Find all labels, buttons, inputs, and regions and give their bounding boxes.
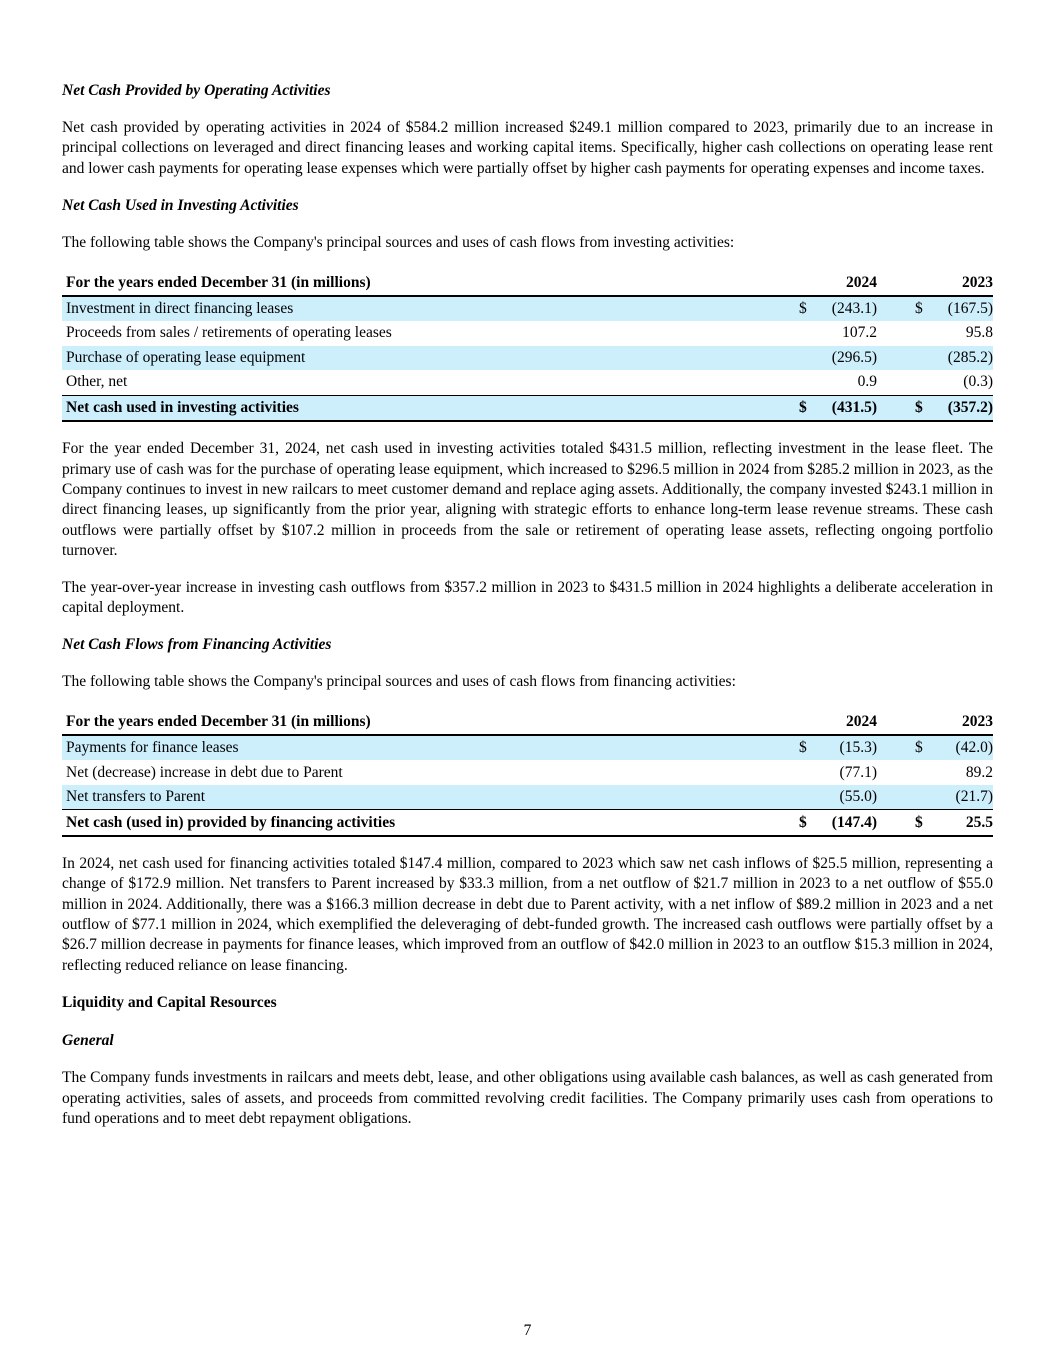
row-label: Net transfers to Parent: [62, 785, 795, 810]
table-row: [62, 370, 993, 395]
currency-2024: [795, 321, 813, 346]
header-2023: 2023: [911, 271, 993, 296]
investing-intro: The following table shows the Company's principal sources and uses of cash flows from investing activities:: [62, 234, 735, 252]
table-header-row: [62, 271, 993, 296]
table-row: [62, 321, 993, 346]
currency-2023: [911, 760, 929, 785]
currency-2024: $: [795, 735, 813, 761]
header-2023: 2023: [911, 710, 993, 735]
header-2024: 2024: [795, 271, 877, 296]
financing-table: [62, 710, 993, 837]
currency-2024: $: [795, 395, 813, 421]
total-2024: (431.5): [813, 395, 877, 421]
value-2024: (296.5): [813, 346, 877, 371]
general-subheading: General: [62, 1032, 114, 1050]
investing-paragraph-1: For the year ended December 31, 2024, net cash used in investing activities totaled $431.5 million, reflecting investment in the lease fleet. The primary use of cash was for the purchase of operating lease equipment, which increased to $296.5 million in 2024 from $285.2 million in 2023, as the Company continues to invest in new railcars to meet customer demand and replace aging assets. Additionally, the company invested $243.1 million in direct financing leases, up significantly from the prior year, aligning with strategic efforts to enhance long-term lease revenue streams. These cash outflows were partially offset by $107.2 million in proceeds from the sale or retirement of operating lease assets, reflecting ongoing portfolio turnover.: [62, 440, 993, 560]
document-page: [62, 80, 993, 1129]
value-2023: (167.5): [929, 296, 993, 322]
value-2023: 89.2: [965, 763, 993, 781]
currency-2024: $: [795, 810, 813, 836]
table-total-row: [62, 395, 993, 421]
total-label: Net cash used in investing activities: [62, 395, 795, 421]
currency-2023: $: [911, 395, 929, 421]
investing-table: [62, 271, 993, 423]
currency-2023: [911, 785, 929, 810]
liquidity-paragraph: The Company funds investments in railcars and meets debt, lease, and other obligations using available cash balances, as well as cash generated from operating activities, sales of assets, and proceeds from committed revolving credit facilities. The Company primarily uses cash from operations to fund operations and to meet debt repayment obligations.: [62, 1069, 993, 1128]
row-label: Purchase of operating lease equipment: [62, 346, 795, 371]
total-2023: (357.2): [929, 395, 993, 421]
table-header-row: [62, 710, 993, 735]
value-2023: (0.3): [963, 373, 993, 391]
table-row: [62, 346, 993, 371]
total-2023: 25.5: [929, 810, 993, 836]
currency-2023: [911, 370, 929, 395]
row-label: Proceeds from sales / retirements of operating leases: [66, 324, 392, 342]
operating-paragraph: Net cash provided by operating activities in 2024 of $584.2 million increased $249.1 million compared to 2023, primarily due to an increase in principal collections on leveraged and direct financing leases and working capital items. Specifically, higher cash collections on operating lease rent and lower cash payments for operating lease expenses which were partially offset by higher cash payments for operating expenses and income taxes.: [62, 119, 993, 177]
table-row: [62, 735, 993, 761]
currency-2024: [795, 760, 813, 785]
value-2024: (77.1): [839, 763, 877, 781]
table-row: [62, 760, 993, 785]
header-2024: 2024: [795, 710, 877, 735]
row-label: Payments for finance leases: [62, 735, 795, 761]
investing-paragraph-2: The year-over-year increase in investing cash outflows from $357.2 million in 2023 to $431.5 million in 2024 highlights a deliberate acceleration in capital deployment.: [62, 578, 993, 616]
value-2023: (21.7): [929, 785, 993, 810]
currency-2023: [911, 346, 929, 371]
table-row: [62, 785, 993, 810]
value-2023: (285.2): [929, 346, 993, 371]
currency-2024: [795, 346, 813, 371]
page-number: 7: [523, 1322, 532, 1339]
value-2023: 95.8: [965, 324, 993, 342]
financing-intro: The following table shows the Company's principal sources and uses of cash flows from financing activities:: [62, 673, 736, 691]
value-2024: 107.2: [842, 324, 877, 342]
row-label: Other, net: [66, 373, 128, 391]
value-2024: 0.9: [857, 373, 877, 391]
liquidity-heading: Liquidity and Capital Resources: [62, 994, 277, 1012]
currency-2023: [911, 321, 929, 346]
row-label: Investment in direct financing leases: [62, 296, 795, 322]
investing-heading: Net Cash Used in Investing Activities: [62, 197, 299, 215]
value-2024: (15.3): [813, 735, 877, 761]
operating-heading: Net Cash Provided by Operating Activities: [62, 82, 331, 99]
total-2024: (147.4): [813, 810, 877, 836]
table-total-row: [62, 810, 993, 836]
header-label: For the years ended December 31 (in millions): [62, 710, 795, 735]
currency-2024: [795, 370, 813, 395]
currency-2023: $: [911, 810, 929, 836]
value-2023: (42.0): [929, 735, 993, 761]
table-row: [62, 296, 993, 322]
currency-2023: $: [911, 735, 929, 761]
value-2024: (55.0): [813, 785, 877, 810]
row-label: Net (decrease) increase in debt due to Parent: [66, 763, 343, 781]
financing-paragraph: In 2024, net cash used for financing activities totaled $147.4 million, compared to 2023 which saw net cash inflows of $25.5 million, representing a change of $172.9 million. Net transfers to Parent increased by $33.3 million, from a net outflow of $21.7 million in 2023 to a net outflow of $55.0 million in 2024. Additionally, there was a $166.3 million decrease in debt due to Parent activity, with a net inflow of $89.2 million in 2023 and a net outflow of $77.1 million in 2024, which exemplified the deleveraging of debt-funded growth. The increased cash outflows were partially offset by a $26.7 million decrease in payments for finance leases, which improved from an outflow of $42.0 million in 2023 to an outflow $15.3 million in 2024, reflecting reduced reliance on lease financing.: [62, 854, 993, 974]
header-label: For the years ended December 31 (in millions): [62, 271, 795, 296]
currency-2023: $: [911, 296, 929, 322]
value-2024: (243.1): [813, 296, 877, 322]
total-label: Net cash (used in) provided by financing activities: [62, 810, 795, 836]
financing-heading: Net Cash Flows from Financing Activities: [62, 636, 332, 654]
currency-2024: [795, 785, 813, 810]
currency-2024: $: [795, 296, 813, 322]
